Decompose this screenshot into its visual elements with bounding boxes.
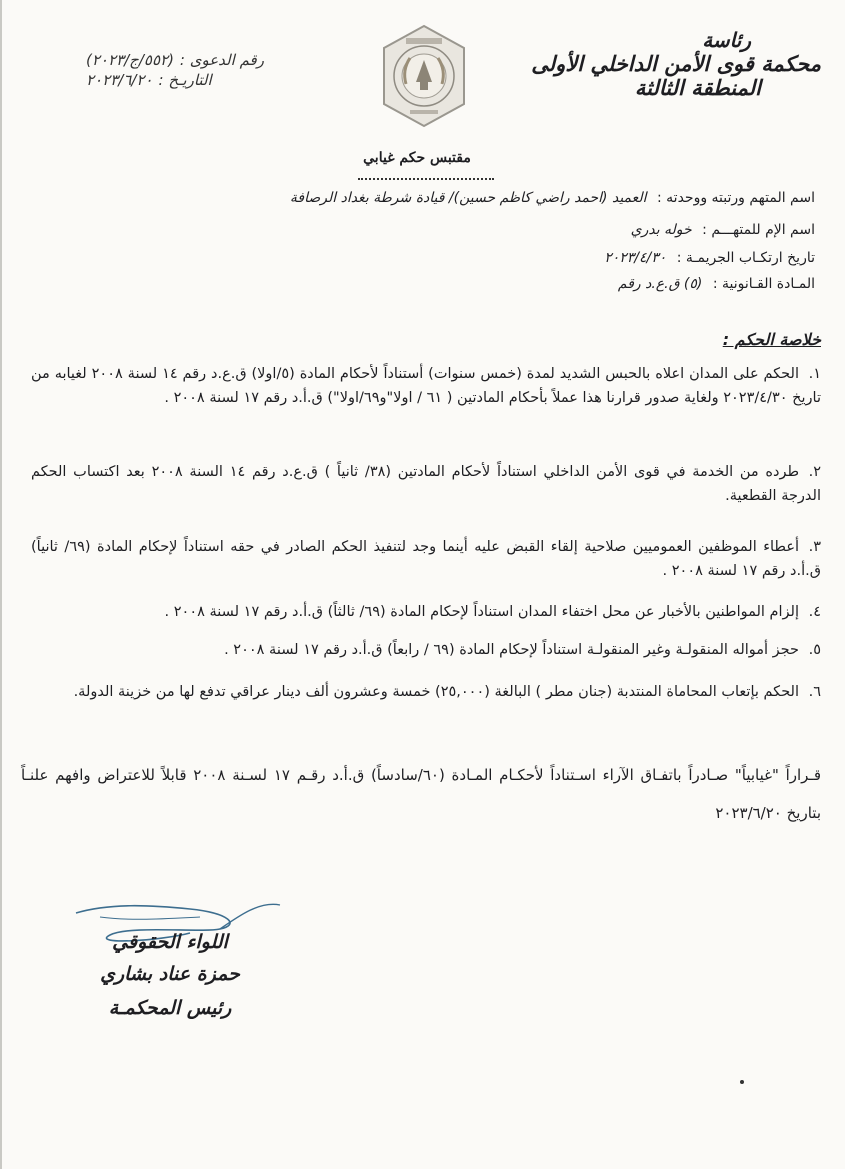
decision-text: قـراراً "غيابياً" صـادراً باتفـاق الآراء اسـتناداً لأحكـام المـادة (٦٠/سادساً) ق.أ.د رقـم ١٧ لسـنة ٢٠٠٨ قابلاً للاعتراض وافهم علنـاً بتاريخ ٢٠٢٣/٦/٢٠: [21, 766, 822, 822]
verdict-item: [31, 680, 821, 704]
case-reference: [86, 50, 356, 90]
crime-date-field: [604, 250, 815, 266]
court-header: [501, 28, 821, 100]
verdict-item-text: إلزام المواطنين بالأخبار عن محل اختفاء المدان استناداً لإحكام المادة (٦٩/ ثالثاً) ق.أ.د رقم ١٧ لسنة ٢٠٠٨ .: [164, 604, 799, 620]
verdict-item: [31, 600, 821, 624]
legal-article-label: المـادة القـانونية :: [712, 276, 815, 292]
stray-mark: [740, 1080, 744, 1084]
accused-name-field: [290, 190, 815, 206]
court-seal-icon: [376, 22, 472, 132]
court-region: المنطقة الثالثة: [634, 75, 761, 100]
mother-name-label: اسم الإم للمتهـــم :: [702, 222, 815, 238]
crime-date-value: ٢٠٢٣/٤/٣٠: [604, 250, 667, 266]
case-number-label: رقم الدعوى :: [179, 51, 264, 69]
legal-article-value: (٥) ق.ع.د رقم: [617, 276, 703, 292]
title-divider: [358, 178, 494, 180]
signatory-name: حمزة عناد بشاري: [100, 963, 240, 985]
verdict-item-text: طرده من الخدمة في قوى الأمن الداخلي استناداً لأحكام المادتين (٣٨/ ثانياً ) ق.ع.د رقم ١٤ السنة ٢٠٠٨ بعد اكتساب الحكم الدرجة القطعية.: [31, 464, 821, 504]
verdict-item-number: ١.: [808, 366, 821, 382]
verdict-item-number: ٤.: [808, 604, 821, 620]
document-title: مقتبس حكم غيابي: [363, 150, 471, 166]
verdict-item-text: أعطاء الموظفين العموميين صلاحية إلقاء القبض عليه أينما وجد لتنفيذ الحكم الصادر في حقه استناداً لإحكام المادة (٦٩/ ثانياً) ق.أ.د رقم ١٧ لسنة ٢٠٠٨ .: [31, 539, 821, 579]
accused-name-label: اسم المتهم ورتبته ووحدته :: [657, 190, 815, 206]
case-number-value: (٥٥٢/ج/٢٠٢٣): [86, 51, 174, 69]
verdict-item: [31, 362, 821, 410]
signatory-position: رئيس المحكمـة: [108, 997, 232, 1019]
summary-title: خلاصة الحكم :: [722, 330, 821, 349]
verdict-item: [31, 638, 821, 662]
legal-article-field: [618, 276, 815, 292]
verdict-item-number: ٣.: [808, 539, 822, 555]
mother-name-field: [631, 222, 815, 238]
verdict-item-number: ٢.: [808, 464, 822, 480]
verdict-item-number: ٦.: [808, 684, 821, 700]
accused-name-value: العميد (احمد راضي كاظم حسين)/ قيادة شرطة بغداد الرصافة: [289, 190, 647, 206]
court-presidency: رئاسة: [702, 28, 751, 52]
signatory-rank: اللواء الحقوقي: [112, 931, 228, 953]
verdict-item-number: ٥.: [808, 642, 821, 658]
case-date-label: التاريـخ :: [158, 71, 212, 89]
case-date-value: ٢٠٢٣/٦/٢٠: [86, 71, 153, 89]
court-name: محكمة قوى الأمن الداخلي الأولى: [531, 51, 821, 76]
verdict-item: [31, 535, 821, 583]
verdict-item-text: الحكم على المدان اعلاه بالحبس الشديد لمدة (خمس سنوات) أستناداً لأحكام المادة (٥/اولا) ق.ع.د رقم ١٤ لسنة ٢٠٠٨ لغيابه من تاريخ ٢٠٢٣/٤/٣٠ ولغاية صدور قرارنا هذا عملاً بأحكام المادتين ( ٦١ / اولا"و٦٩/اولا") ق.أ.د رقم ١٧ لسنة ٢٠٠٨ .: [31, 366, 821, 406]
crime-date-label: تاريخ ارتكـاب الجريمـة :: [676, 250, 815, 266]
mother-name-value: خوله بدري: [630, 222, 692, 238]
verdict-item: [31, 460, 821, 508]
verdict-item-text: حجز أمواله المنقولـة وغير المنقولـة استناداً لإحكام المادة (٦٩ / رابعاً) ق.أ.د رقم ١٧ لسنة ٢٠٠٨ .: [224, 642, 799, 658]
verdict-item-text: الحكم بإتعاب المحاماة المنتدبة (جنان مطر ) البالغة (٢٥,٠٠٠) خمسة وعشرون ألف دينار عراقي تدفع لها من خزينة الدولة.: [73, 684, 799, 700]
